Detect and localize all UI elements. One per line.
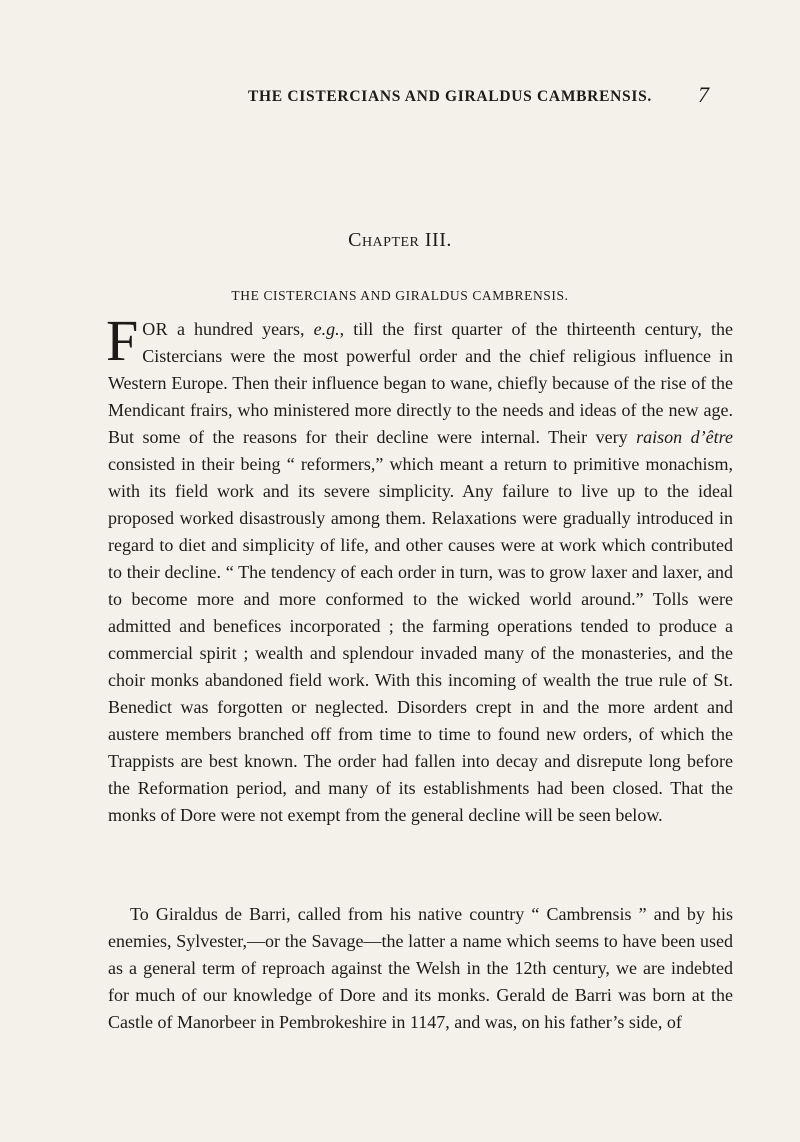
paragraph-1 <box>106 308 733 829</box>
paragraph-1-text-c: consisted in their being “ reformers,” which meant a return to primitive monachism, with its field work and its severe simplicity. Any failure to live up to the ideal proposed worked disastrously among them. Relaxations were gradually introduced in regard to diet and simplicity of life, and other causes were at work which contributed to their decline. “ The tendency of each order in turn, was to grow laxer and laxer, and to become more and more conformed to the wicked world around.” Tolls were admitted and benefices incorporated ; the farming operations tended to produce a commercial spirit ; wealth and splendour invaded many of the monasteries, and the choir monks abandoned field work. With this incoming of wealth the true rule of St. Benedict was forgotten or neglected. Disorders crept in and the more ardent and austere members branched off from time to time to found new orders, of which the Trappists are best known. The order had fallen into decay and disrepute long before the Reformation period, and many of its establishments had been closed. That the monks of Dore were not exempt from the general decline will be seen below. <box>108 454 733 825</box>
running-head-title: THE CISTERCIANS AND GIRALDUS CAMBRENSIS. <box>248 88 652 105</box>
paragraph-1-text-b: , till the first quarter of the thirteenth century, the Cistercians were the most powerful order and the chief religious influence in Western Europe. Then their influence began to wane, chiefly because of the rise of the Mendicant frairs, who ministered more directly to the needs and ideas of the new age. But some of the reasons for their decline were internal. Their very <box>108 319 733 447</box>
chapter-subtitle: THE CISTERCIANS AND GIRALDUS CAMBRENSIS. <box>231 288 569 303</box>
paragraph-2: To Giraldus de Barri, called from his native country “ Cambrensis ” and by his enemies, Sylvester,—or the Savage—the latter a name which seems to have been used as a general term of reproach against the Welsh in the 12th century, we are indebted for much of our knowledge of Dore and its monks. Gerald de Barri was born at the Castle of Manorbeer in Pembrokeshire in 1147, and was, on his father’s side, of <box>108 904 733 1032</box>
chapter-label: Chapter III. <box>348 229 452 251</box>
paragraph-1-text-a: a hundred years, <box>167 319 314 339</box>
eg-abbreviation: e.g. <box>313 319 340 339</box>
drop-cap: F <box>106 308 139 373</box>
chapter-heading <box>0 229 800 252</box>
page-number: 7 <box>698 82 709 107</box>
opening-caps: OR <box>142 319 168 339</box>
raison-detre-phrase: raison d’être <box>636 427 733 447</box>
